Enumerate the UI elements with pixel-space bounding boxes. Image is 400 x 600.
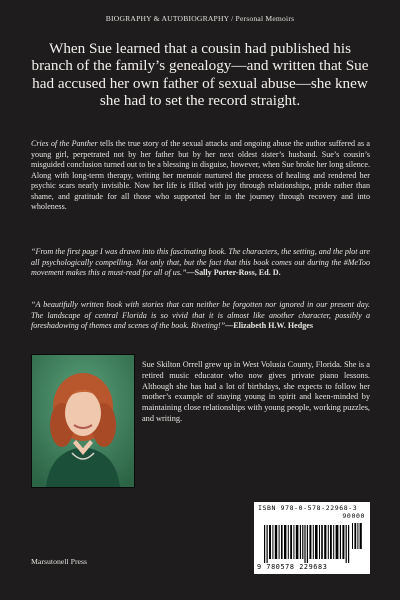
isbn-barcode (254, 502, 370, 574)
author-portrait-illustration (32, 355, 134, 487)
isbn-digits: 9 780578 229683 (257, 563, 328, 571)
category-label: BIOGRAPHY & AUTOBIOGRAPHY / Personal Memoirs (105, 14, 295, 23)
publisher-name: Marsutonell Press (31, 557, 88, 566)
author-bio-text: grew up in West Volusia County, Florida. She is a retired music educator who now gives private piano lessons. Although she has had a lot of birthdays, she expects to follow her mother’s example of staying young in spirit and keen-minded by maintaining close relationships with young people, working puzzles, and writing. (142, 360, 370, 423)
review-attribution: —Elizabeth H.W. Hedges (225, 321, 313, 330)
book-title: Cries of the Panther (31, 139, 98, 148)
review-text: “A beautifully written book with stories that can neither be forgotten nor ignored in our present day. The landscape of central Florida is so vivid that it is almost like another character, possibly a foreshadowing of themes and scenes of the book. Riveting!” (31, 300, 370, 330)
hook-blurb: When Sue learned that a cousin had published his branch of the family’s genealogy—and written that Sue had accused her own father of sexual abuse—she knew she had to set the record straight. (31, 40, 369, 110)
review-attribution: —Sally Porter-Ross, Ed. D. (186, 268, 281, 277)
summary-text: tells the true story of the sexual attacks and ongoing abuse the author suffered as a young girl, perpetrated not by her father but by her next oldest sister’s husband. Sue’s cousin’s misguided conclusion turned out to be a blessing in disguise, however, when Sue broke her long silence. Along with long-term therapy, writing her memoir nurtured the process of healing and rendered her psychic scars nearly invisible. Now her life is filled with joy through relationships, pride rather than shame, and gratitude for all those who supported her in the journey through recovery and into wholeness. (31, 139, 370, 211)
review-quote (31, 300, 370, 332)
author-name: Sue Skilton Orrell (142, 360, 203, 369)
isbn-label: ISBN 978-0-578-22968-3 (258, 504, 358, 512)
author-bio (142, 360, 370, 425)
review-text: “From the first page I was drawn into this fascinating book. The characters, the setting, and the plot are all psychologically compelling. Not only that, but the fact that this book comes out during the #MeToo movement makes this a must-read for all of us.” (31, 247, 370, 277)
price-code: 90000 (342, 512, 365, 520)
book-summary (31, 139, 370, 213)
author-photo (31, 354, 135, 488)
review-quote (31, 247, 370, 279)
barcode-bars (260, 519, 366, 563)
